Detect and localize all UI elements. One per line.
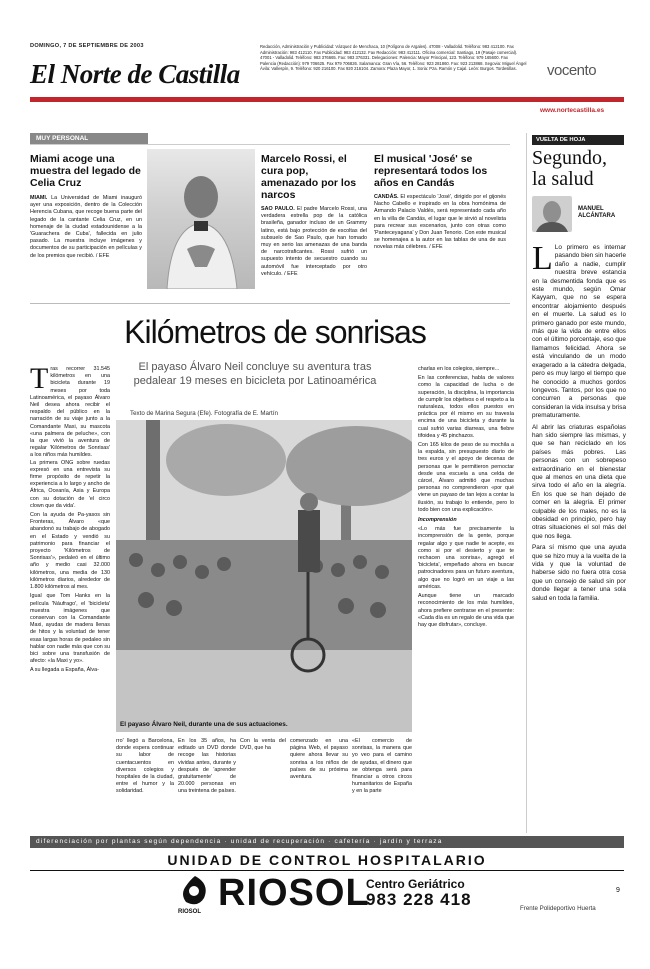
feature-paragraph: comenzado en una página Web, el payaso quiere ahora llevar su sonrisa a los niños de países de su próxima aventura. bbox=[290, 738, 348, 781]
brief-dateline: MIAMI. bbox=[30, 195, 48, 201]
author-portrait bbox=[532, 196, 572, 232]
ad-tagline: diferenciación por plantas según dependencia · unidad de recuperación · cafetería · jardín y terraza bbox=[36, 838, 443, 845]
author-face-graphic bbox=[532, 196, 572, 232]
brief-title: Miami acoge una muestra del legado de Celia Cruz bbox=[30, 153, 141, 189]
contact-line: Palencia (Redacción): 979 706625. Fax 979 706826. Salamanca: Gran Vía, 56. Teléfono: 923 281860. Fax: 923 213868. Segovia: Miguel Ángel bbox=[260, 60, 527, 66]
feature-col-1 bbox=[30, 366, 110, 730]
priest-photo bbox=[147, 149, 255, 289]
section-rule bbox=[30, 144, 510, 145]
masthead-contact bbox=[260, 44, 540, 72]
column-author: MANUEL ALCÁNTARA bbox=[578, 206, 616, 219]
feature-paragraph: «El comercio de sonrisas, la manera que yo veo para el camino de ayudas, el dinero que se obtenga será para financiar a otros circos humanitarios de España y en la parte bbox=[352, 738, 412, 795]
column-body bbox=[532, 244, 626, 834]
brief-title: El musical 'José' se representará todos los años en Candás bbox=[374, 153, 488, 189]
feature-col-2 bbox=[418, 366, 514, 806]
feature-paragraph: «Lo más fue precisamente la incomprensión de la gente, porque regalar algo y que nadie te acepte, es como si por el desierto y que te rechacen una sonrisa», agregó el 'bicicleta', empeñado ahora en buscar patrocinadores para un futuro aventura, algo que no logró en un viaje a las américas. bbox=[418, 526, 514, 590]
ad-unit-title: UNIDAD DE CONTROL HOSPITALARIO bbox=[167, 852, 487, 868]
brief-musical-jose bbox=[374, 153, 506, 252]
brief-body: La Universidad de Miami inauguró ayer una exposición, dentro de la Colección Herencia Cubana, que recoge buena parte del legado de la cantante Celia Cruz, en un homenaje de la ciudad estadounidense a la 'Guarachera de Cuba', fallecida en julio pasado. La muestra incluye imágenes y documentos de su participación en películas y de los premios que recibió. / EFE bbox=[30, 195, 142, 259]
clown-performance-photo bbox=[116, 420, 412, 732]
ad-phone[interactable]: 983 228 418 bbox=[366, 890, 472, 909]
contact-line: Administración: 983 412110. Fax Publicidad: 983 412132. Fax Redacción: 983 412111. Oficina comercial: Santiago, 19 (Pasaje comercial). bbox=[260, 49, 518, 55]
vocento-logo: vocento bbox=[547, 62, 597, 79]
website-link[interactable]: www.nortecastilla.es bbox=[540, 107, 605, 114]
contact-line: Redacción, Administración y Publicidad: Vázquez de Menchaca, 10 (Polígono de Argales). 47008 - Valladolid. Teléfono: 983 412100. Fax bbox=[260, 44, 514, 49]
feature-paragraph: Aunque tiene un marcado reconocimiento de los más humildes, ahora prefiere centrarse en el presente: «Cada día es un regalo de una vida que hay que disfrutar», concluye. bbox=[418, 593, 514, 628]
feature-paragraph: Con 165 kilos de peso de su mochila a la espalda, sin presupuesto diario de tres euros y el apoyo de decenas de personas que le permitieron pernoctar desde una escuela a una celda de cárcel, Álvaro admitió que muchas personas no comprendieron «por qué viene un payaso de tan lejos a contar la ilusión, su trabajo lo entiende, pero lo todo bien con una explicación». bbox=[418, 442, 514, 513]
feature-paragraph: Con la venta del DVD, que ha bbox=[240, 738, 286, 752]
feature-subheading: Incomprensión bbox=[418, 517, 457, 524]
brief-dateline: SAO PAULO. bbox=[261, 206, 295, 212]
feature-bottom-col bbox=[240, 738, 286, 812]
column-label: VUELTA DE HOJA bbox=[532, 135, 624, 145]
brief-body: El espectáculo 'José', dirigido por el gijonés Nacho Cabello e inspirado en la obra homónima de Armando Palacio Valdés, será representado cada año en la villa de Candás, el lugar que le sirvió al novelista para recrear sus escenarios, junto con otras como 'Panteceyagana' y Don Juan Tenorio. Con este musical se homenajea a la autor en las tablas de una de sus novelas más célebres. / EFE bbox=[374, 194, 506, 251]
feature-paragraph bbox=[30, 366, 110, 460]
section-label: MUY PERSONAL bbox=[30, 133, 148, 144]
contact-line: 47001 - Valladolid. Teléfono: 983 376665. Fax: 983 376331. Delegaciones: Palencia: Mayor Principal, 123. Teléfono: 979 165600. Fax bbox=[260, 55, 508, 61]
feature-dropcap: T bbox=[30, 366, 49, 395]
newspaper-logo: El Norte de Castilla bbox=[30, 59, 240, 89]
riosol-emblem-icon bbox=[178, 874, 212, 908]
feature-paragraph: Igual que Tom Hanks en la película 'Náufrago', el 'bicicleta' muestra imágenes que conservan con la Comandante Maxi, ayudas de madera llenas de hitos y la voluntad de tener esas largas horas de pedaleo sin hablar con nadie más que con su bici sobre una transfusión de afecto: «la Maxi y yo». bbox=[30, 593, 110, 665]
column-paragraph: Al abrir las criaturas españolas han sido siempre las mismas, y que se han reciclado en los países más pobres. Las personas con un sobrepeso extraordinario en el bienestar que al menos en una dieta que sirva todo el año en la alegría. En los que se han dejado de comer en la alegría. El primer culpable de los males, no es la obesidad en principio, pero hay otras situaciones el sol más del que nos llega. bbox=[532, 423, 626, 540]
brief-celia-cruz bbox=[30, 153, 142, 260]
ad-tagline-bar bbox=[30, 836, 624, 848]
clown-scene-graphic bbox=[116, 420, 412, 732]
brand-name: RIOSOL bbox=[218, 872, 370, 914]
ad-address: Frente Polideportivo Huerta bbox=[520, 905, 596, 912]
masthead-date: DOMINGO, 7 DE SEPTIEMBRE DE 2003 bbox=[30, 43, 144, 49]
feature-paragraph: La primera ONG sobre ruedas expresó en una entrevista su firme propósito de repetir la experiencia a lo largo y ancho de África, Oceanía, Asia y Europa con su dotación de 'el circo clown que da vida'. bbox=[30, 459, 110, 509]
feature-paragraph: charlas en los colegios, siempre... bbox=[418, 366, 500, 372]
brief-text bbox=[374, 194, 506, 252]
brief-body: El padre Marcelo Rossi, una verdadera estrella pop de la católica brasileña, ganador incluso de un Grammy latino, está bajo protección de escoltas del subsuelo de Sao Paulo, que han tomado muy en serio las amenazas de una banda de narcotraficantes. Rossi sufrió un supuesto intento de secuestro cuando su automóvil fue interceptado por otro vehículo. / EFE bbox=[261, 206, 367, 277]
feature-bottom-col bbox=[178, 738, 236, 812]
feature-paragraph: Con la ayuda de Pa-yasos sin Fronteras, Álvaro «que abandonó su trabajo de abogado en el Estado y vendió su patrimonio para financiar el proyecto 'Kilómetros de Sonrisas'», pedaleó en el último año y medio casi 32.000 kilómetros, una media de 130 kilómetros diarios, alrededor de 1.800 kilómetros al mes. bbox=[30, 512, 110, 591]
feature-subhead: El payaso Álvaro Neil concluye su aventura tras pedalear 19 meses en bicicleta por Latinoamérica bbox=[133, 361, 377, 387]
column-title: Segundo, la salud bbox=[532, 147, 607, 190]
contact-line: Ávila: Vallespín, 9. Teléfono: 920 216100. Fax 920 216104. Zamora: Plaza Mayor, 1. Soria: Pza. Ramón y Cajal. León: Burgos. Tordesillas. bbox=[260, 66, 517, 72]
briefs-rule bbox=[30, 303, 510, 304]
feature-paragraph: A su llegada a España, Álva- bbox=[30, 667, 99, 674]
column-paragraph-text: Lo primero es internar pasando bien sin hacerle daño a nadie, cumplir nuestra breve estancia en la desmentida fonda que es este mundo, según Omar Kayyam, que no se espera encontrar alojamiento después en el muerte. La salud es lo primero ganado por este mundo, más que la vida de entre ellos con el último porcentaje, eso que llamamos felicidad. Ahora se está vinculando de un modo exagerado a la cátedra delgada, pero es muy largo el tiempo que he conocido a muchos gordos longevos. Tantos, por los que no concurren a personas que consideran la vida insulsa y brisa prematuramente. bbox=[532, 244, 626, 420]
column-paragraph bbox=[532, 244, 626, 421]
column-paragraph: Para sí mismo que una ayuda que se hizo muy a la vuelta de la vida y que la voluntad de haberse sido no fuera otra cosa que un consejo de salud sin por donde llegar a tener una sola salud en toda la familia. bbox=[532, 544, 626, 602]
feature-paragraph: En los 35 años, ha editado un DVD donde recoge las historias vividas antes, durante y después de 'aprender gratuitamente' de 20.000 personas en una treintena de países. bbox=[178, 738, 236, 795]
page-number: 9 bbox=[616, 887, 620, 894]
brand-small: RIOSOL bbox=[178, 909, 202, 915]
feature-paragraph: En las conferencias, habla de valores como la capacidad de lucha o de superación, la disciplina, la importancia de cumplir los objetivos o el respeto a la naturaleza, todos ellos puestos en práctica por él mismo en su travesía encima de una bicicleta y durante la cual sufrió varias diarreas, una fiebre tifoidea y 45 pinchazos. bbox=[418, 375, 514, 439]
ad-rule bbox=[30, 870, 624, 871]
feature-bottom-col bbox=[352, 738, 412, 812]
priest-figure-graphic bbox=[147, 149, 255, 289]
brief-dateline: CANDÁS. bbox=[374, 194, 399, 200]
brief-title: Marcelo Rossi, el cura pop, amenazado por los narcos bbox=[261, 153, 357, 201]
photo-caption: El payaso Álvaro Neil, durante una de sus actuaciones. bbox=[120, 721, 288, 728]
brief-text bbox=[30, 195, 142, 260]
center-label: Centro Geriátrico bbox=[366, 877, 465, 891]
brief-marcelo-rossi bbox=[261, 153, 367, 278]
feature-bottom-col bbox=[116, 738, 174, 812]
feature-bottom-col bbox=[290, 738, 348, 812]
feature-headline: Kilómetros de sonrisas bbox=[124, 314, 426, 350]
feature-credit: Texto de Marina Segura (Efe). Fotografía de E. Martín bbox=[130, 410, 278, 417]
feature-paragraph: rro' llegó a Barcelona, donde espera continuar su labor de cuentacuentos en diversos colegios y hospitales de la ciudad, entre el humor y la solidaridad. bbox=[116, 738, 174, 795]
column-divider bbox=[526, 133, 527, 833]
feature-paragraph-text: ras recorrer 31.545 kilómetros en una bicicleta durante 19 meses por toda Latinoamérica, el payaso Álvaro Neil desea ahora recibir el respaldo del público en la narración de su viaje junto a la Comandante Maxi, su mascota «una palmera de peluche», con la que vivió la aventura de regalar 'Kilómetros de Sonrisas' a los niños más humildes. bbox=[30, 366, 110, 459]
masthead-red-bar bbox=[30, 97, 624, 102]
brief-text bbox=[261, 206, 367, 278]
column-dropcap: L bbox=[532, 244, 553, 277]
